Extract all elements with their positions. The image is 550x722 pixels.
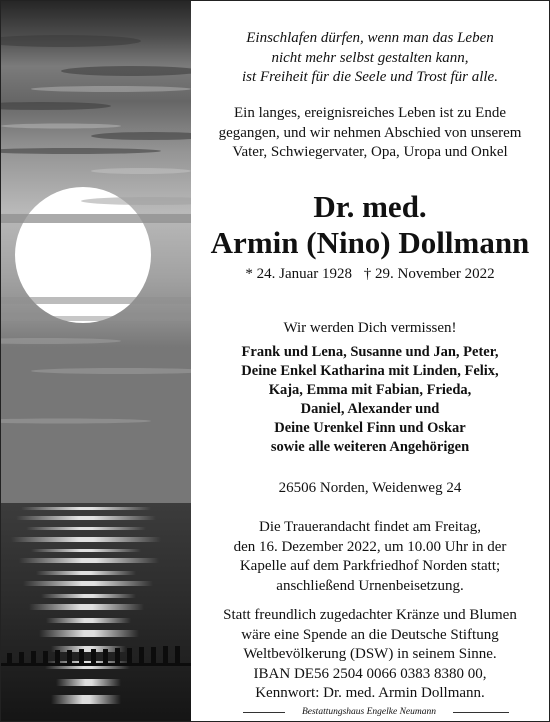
intro-text	[191, 104, 549, 163]
donation-request	[191, 606, 549, 704]
service-line: Die Trauerandacht findet am Freitag,	[258, 519, 482, 535]
intro-line: Vater, Schwiegervater, Opa, Uropa und Onkel	[232, 144, 508, 160]
funeral-home-footer	[191, 705, 549, 719]
birth-date: * 24. Januar 1928	[245, 266, 353, 282]
verse-line: Einschlafen dürfen, wenn man das Leben	[246, 30, 494, 46]
mourners-line: Deine Urenkel Finn und Oskar	[274, 420, 466, 436]
service-line: Kapelle auf dem Parkfriedhof Norden statt;	[239, 558, 501, 574]
service-line: anschließend Urnenbeisetzung.	[276, 577, 464, 594]
farewell-line: Wir werden Dich vermissen!	[283, 320, 457, 336]
verse-line: ist Freiheit für die Seele und Trost für alle.	[242, 69, 498, 85]
mourners-line: sowie alle weiteren Angehörigen	[270, 439, 470, 455]
life-dates	[191, 265, 549, 285]
mourners-line: Kaja, Emma mit Fabian, Frieda,	[268, 382, 472, 398]
mourners-line: Daniel, Alexander und	[300, 401, 440, 417]
death-date: † 29. November 2022	[363, 266, 495, 282]
donation-line: Kennwort: Dr. med. Armin Dollmann.	[255, 685, 485, 701]
mourners-list	[191, 343, 549, 457]
intro-line: Ein langes, ereignisreiches Leben ist zu Ende	[234, 105, 506, 121]
intro-line: gegangen, und wir nehmen Abschied von unserem	[218, 124, 522, 141]
donation-line: IBAN DE56 2504 0066 0383 8380 00,	[253, 665, 487, 682]
sunset-sea-photo	[1, 1, 191, 721]
verse	[191, 29, 549, 88]
sunset-illustration	[1, 1, 191, 721]
donation-line: wäre eine Spende an die Deutsche Stiftung	[241, 626, 499, 643]
verse-line: nicht mehr selbst gestalten kann,	[271, 49, 469, 66]
deceased-title: Dr. med.	[313, 189, 427, 224]
donation-line: Statt freundlich zugedachter Kränze und Blumen	[223, 607, 517, 623]
footer-rule-right	[453, 712, 509, 713]
family-address: 26506 Norden, Weidenweg 24	[278, 480, 462, 496]
footer-rule-left	[243, 712, 285, 713]
mourners-line: Deine Enkel Katharina mit Linden, Felix,	[241, 363, 499, 379]
service-line: den 16. Dezember 2022, um 10.00 Uhr in der	[233, 538, 507, 555]
mourners-line: Frank und Lena, Susanne und Jan, Peter,	[241, 344, 499, 360]
funeral-service-info	[191, 518, 549, 596]
deceased-name: Armin (Nino) Dollmann	[210, 225, 530, 260]
notice-text-column	[191, 1, 549, 721]
donation-line: Weltbevölkerung (DSW) in seinem Sinne.	[243, 646, 497, 662]
funeral-home-name: Bestattungshaus Engelke Neumann	[301, 707, 437, 717]
